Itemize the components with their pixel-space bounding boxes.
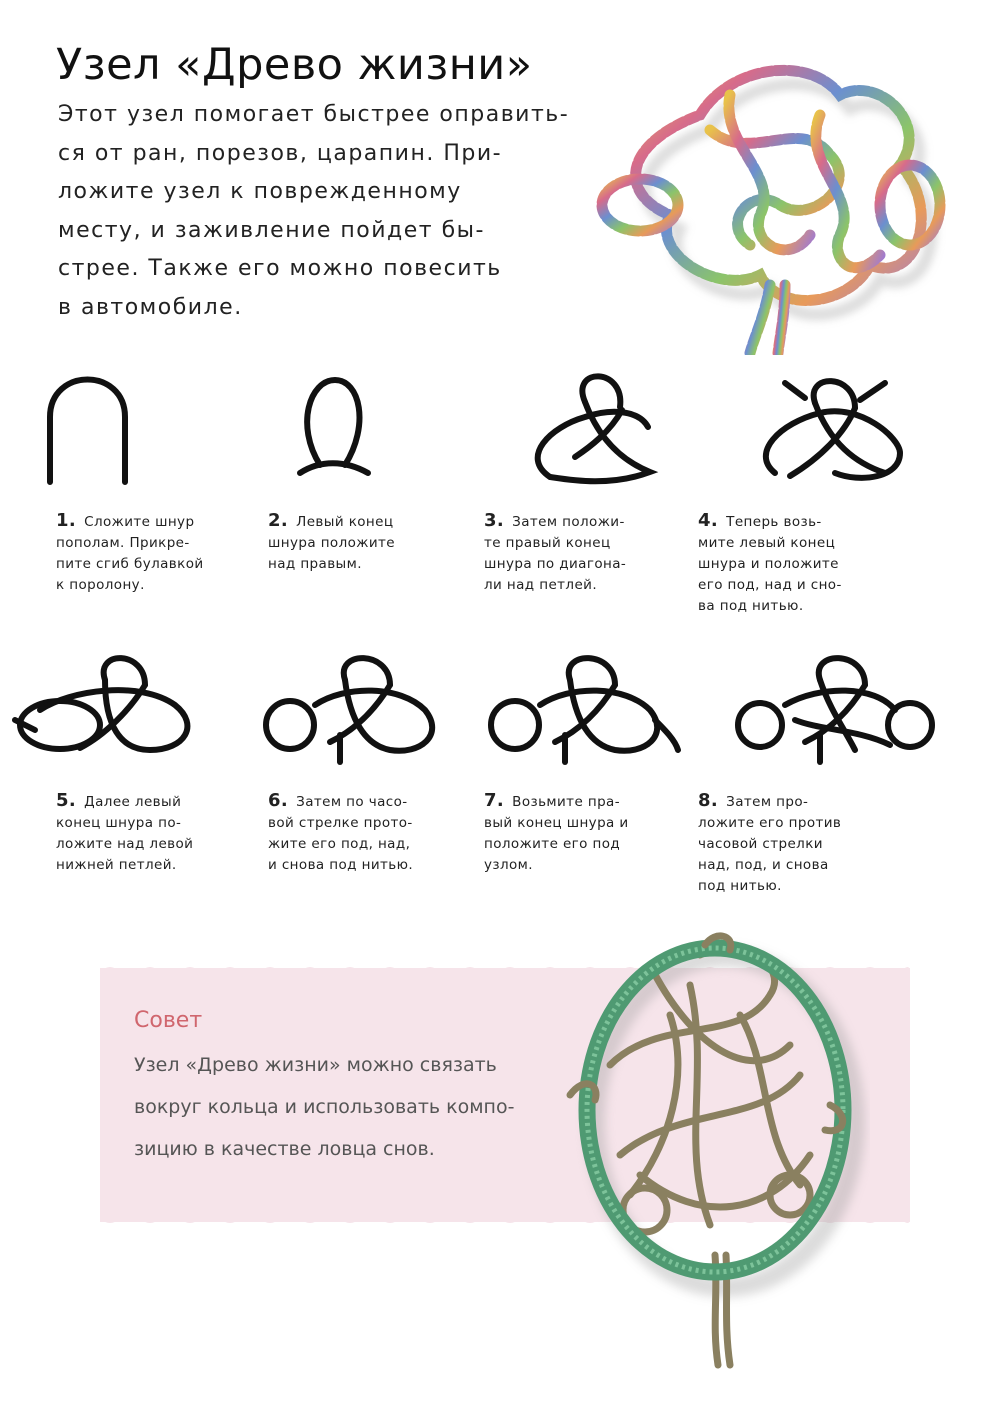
- step-6-diagram: [260, 650, 440, 765]
- step-text: и снова под нитью.: [268, 857, 414, 873]
- tip-line: Узел «Древо жизни» можно связать: [134, 1054, 497, 1076]
- tip-title: Совет: [134, 1008, 203, 1033]
- step-text: над правым.: [268, 556, 362, 572]
- step-text: конец шнура по-: [56, 815, 182, 831]
- step-text: пите сгиб булавкой: [56, 556, 204, 572]
- step-text: Затем положи-: [512, 514, 625, 530]
- step-3-caption: [484, 510, 684, 596]
- dreamcatcher-photo: [540, 925, 870, 1385]
- step-number: 7.: [484, 790, 505, 811]
- step-text: Сложите шнур: [84, 514, 195, 530]
- step-text: Возьмите пра-: [512, 794, 620, 810]
- step-text: мите левый конец: [698, 535, 836, 551]
- step-text: Теперь возь-: [726, 514, 822, 530]
- step-text: ложите его против: [698, 815, 842, 831]
- step-text: узлом.: [484, 857, 533, 873]
- intro-text: [58, 96, 618, 327]
- step-text: те правый конец: [484, 535, 611, 551]
- step-5-diagram: [10, 650, 200, 760]
- step-text: его под, над и сно-: [698, 577, 842, 593]
- step-7-diagram: [480, 650, 680, 765]
- intro-line: Этот узел помогает быстрее оправить-: [58, 102, 570, 127]
- step-7-caption: [484, 790, 684, 876]
- step-2-caption: [268, 510, 468, 575]
- rainbow-knot-photo: [580, 55, 950, 355]
- step-number: 3.: [484, 510, 505, 531]
- step-1-diagram: [40, 372, 135, 487]
- step-8-caption: [698, 790, 898, 897]
- step-1-caption: [56, 510, 256, 596]
- intro-line: ся от ран, порезов, царапин. При-: [58, 140, 503, 166]
- tip-text: [134, 1044, 554, 1170]
- step-text: нижней петлей.: [56, 857, 177, 873]
- step-4-diagram: [760, 378, 910, 483]
- step-text: положите его под: [484, 836, 621, 852]
- step-text: часовой стрелки: [698, 836, 823, 852]
- step-number: 1.: [56, 510, 77, 531]
- step-number: 5.: [56, 790, 77, 811]
- step-text: шнура и положите: [698, 556, 839, 572]
- step-text: пополам. Прикре-: [56, 535, 190, 551]
- step-text: над, под, и снова: [698, 857, 829, 873]
- step-number: 6.: [268, 790, 289, 811]
- step-number: 4.: [698, 510, 719, 531]
- step-text: шнура по диагона-: [484, 556, 627, 572]
- tip-line: вокруг кольца и использовать компо-: [134, 1096, 515, 1118]
- step-text: жите его под, над,: [268, 836, 411, 852]
- step-text: к поролону.: [56, 577, 145, 593]
- step-text: ва под нитью.: [698, 598, 804, 614]
- page-title: Узел «Древо жизни»: [56, 40, 533, 90]
- step-number: 8.: [698, 790, 719, 811]
- step-text: ли над петлей.: [484, 577, 598, 593]
- intro-line: месту, и заживление пойдет бы-: [58, 217, 485, 243]
- step-number: 2.: [268, 510, 289, 531]
- step-3-diagram: [530, 372, 660, 482]
- step-text: ложите над левой: [56, 836, 194, 852]
- step-text: Далее левый: [84, 794, 182, 810]
- step-text: вый конец шнура и: [484, 815, 629, 831]
- intro-line: стрее. Также его можно повесить: [58, 256, 502, 281]
- intro-line: в автомобиле.: [58, 294, 243, 320]
- step-8-diagram: [730, 650, 940, 765]
- step-text: Левый конец: [296, 514, 394, 530]
- step-6-caption: [268, 790, 468, 876]
- step-text: Затем по часо-: [296, 794, 408, 810]
- step-text: вой стрелке прото-: [268, 815, 413, 831]
- step-5-caption: [56, 790, 256, 876]
- tip-line: зицию в качестве ловца снов.: [134, 1138, 435, 1160]
- step-4-caption: [698, 510, 898, 617]
- step-text: Затем про-: [726, 794, 809, 810]
- step-2-diagram: [290, 375, 380, 480]
- step-text: шнура положите: [268, 535, 395, 551]
- intro-line: ложите узел к поврежденному: [58, 179, 462, 204]
- step-text: под нитью.: [698, 878, 782, 894]
